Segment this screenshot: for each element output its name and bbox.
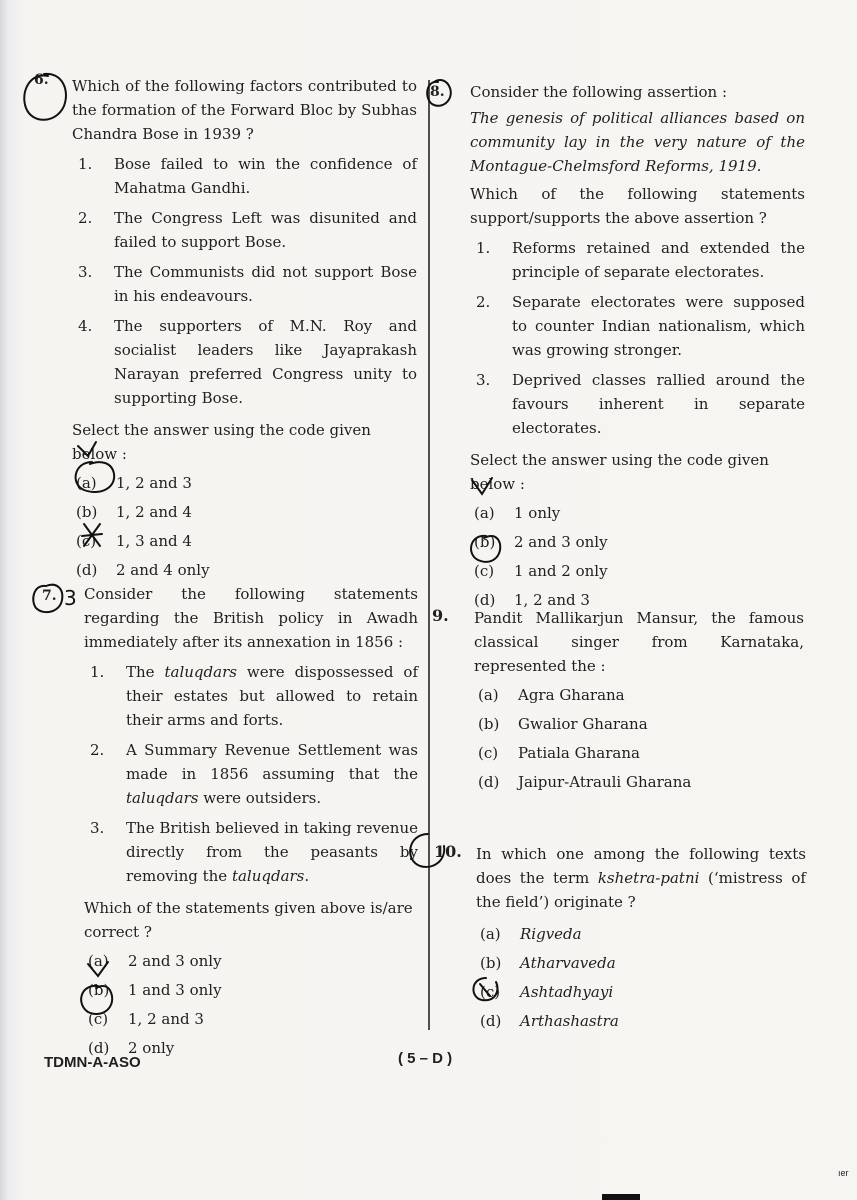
footer-booklet-code: TDMN-A-ASO (44, 1054, 141, 1071)
q8-assertion: The genesis of political alliances based on community lay in the very nature of the Montague-Chelmsford Reforms, 1919. (470, 109, 805, 175)
question-10 (476, 842, 806, 1033)
q8-statement-1: 1. Reforms retained and extended the principle of separate electorates. (476, 239, 805, 281)
q8-option-c[interactable]: (c) 1 and 2 only (474, 562, 608, 580)
question-6-text: Which of the following factors contributed to the formation of the Forward Bloc by Subhas Chandra Bose in 1939 ? (72, 77, 417, 143)
question-7-number: 7. (42, 588, 57, 604)
handwritten-mark-q7: 3 (64, 586, 77, 610)
q7-option-a[interactable]: (a) 2 and 3 only (88, 952, 222, 970)
q10-option-d[interactable]: (d) Arthashastra (480, 1012, 619, 1030)
question-10-number: 10. (434, 842, 462, 861)
q9-option-d[interactable]: (d) Jaipur-Atrauli Gharana (478, 773, 692, 791)
scan-edge-mark (602, 1194, 640, 1200)
q6-statement-1: 1. Bose failed to win the confidence of Mahatma Gandhi. (78, 155, 417, 197)
question-6-number: 6. (34, 72, 49, 88)
question-9-number: 9. (432, 606, 449, 625)
q6-statement-4: 4. The supporters of M.N. Roy and socialist leaders like Jayaprakash Narayan preferred Congress unity to supporting Bose. (78, 317, 417, 407)
corner-fragment: ıer (838, 1168, 849, 1178)
question-7-text: Consider the following statements regarding the British policy in Awadh immediately after its annexation in 1856 : (84, 585, 418, 651)
column-divider (428, 80, 430, 1030)
question-8 (470, 80, 805, 612)
q7-option-c[interactable]: (c) 1, 2 and 3 (88, 1010, 204, 1028)
q6-answer-lead: Select the answer using the code given below : (72, 421, 371, 463)
question-8-text: Consider the following assertion : (470, 83, 728, 101)
q8-statement-3: 3. Deprived classes rallied around the favours inherent in separate electorates. (476, 371, 805, 437)
q6-option-c[interactable]: (c) 1, 3 and 4 (76, 532, 192, 550)
q9-option-a[interactable]: (a) Agra Gharana (478, 686, 625, 704)
q8-option-b[interactable]: (b) 2 and 3 only (474, 533, 608, 551)
q8-answer-lead: Select the answer using the code given below : (470, 451, 769, 493)
question-8-number: 8. (430, 84, 445, 100)
question-7 (84, 582, 418, 1060)
q8-statement-2: 2. Separate electorates were supposed to counter Indian nationalism, which was growing stronger. (476, 293, 805, 359)
q6-option-a[interactable]: (a) 1, 2 and 3 (76, 474, 192, 492)
question-8-text-2: Which of the following statements support/supports the above assertion ? (470, 185, 805, 227)
q8-option-d[interactable]: (d) 1, 2 and 3 (474, 591, 590, 609)
q8-option-a[interactable]: (a) 1 only (474, 504, 561, 522)
q6-option-d[interactable]: (d) 2 and 4 only (76, 561, 210, 579)
q7-answer-lead: Which of the statements given above is/are correct ? (84, 899, 413, 941)
q7-option-b[interactable]: (b) 1 and 3 only (88, 981, 222, 999)
q6-statement-3: 3. The Communists did not support Bose in his endeavours. (78, 263, 417, 305)
q9-option-c[interactable]: (c) Patiala Gharana (478, 744, 640, 762)
question-6 (72, 74, 417, 582)
q6-option-b[interactable]: (b) 1, 2 and 4 (76, 503, 192, 521)
question-10-text: In which one among the following texts does the term kshetra-patni (‘mistress of the field’) originate ? (476, 845, 806, 911)
q7-option-d[interactable]: (d) 2 only (88, 1039, 175, 1057)
question-9-text: Pandit Mallikarjun Mansur, the famous classical singer from Karnataka, represented the : (474, 609, 804, 675)
question-9 (474, 606, 804, 794)
q9-option-b[interactable]: (b) Gwalior Gharana (478, 715, 648, 733)
q7-statement-1: 1. The taluqdars were dispossessed of their estates but allowed to retain their arms and forts. (90, 663, 419, 729)
q10-option-a[interactable]: (a) Rigveda (480, 925, 582, 943)
q7-statement-2: 2. A Summary Revenue Settlement was made in 1856 assuming that the taluqdars were outsiders. (90, 741, 418, 807)
q10-option-b[interactable]: (b) Atharvaveda (480, 954, 616, 972)
q6-statement-2: 2. The Congress Left was disunited and failed to support Bose. (78, 209, 417, 251)
footer-page-number: ( 5 – D ) (398, 1050, 453, 1067)
q7-statement-3: 3. The British believed in taking revenue directly from the peasants by removing the taluqdars. (90, 819, 418, 885)
q10-option-c[interactable]: (c) Ashtadhyayi (480, 983, 614, 1001)
